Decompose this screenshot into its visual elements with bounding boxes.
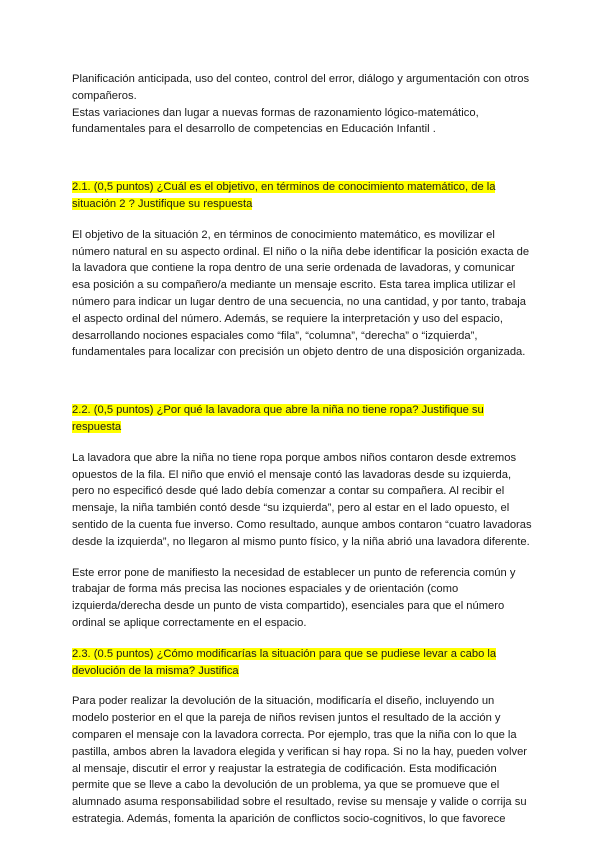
question-2-3-text: 2.3. (0.5 puntos) ¿Cómo modificarías la situación para que se pudiese levar a cabo la devolución de la misma? Justifica: [72, 647, 497, 677]
document-page: [72, 71, 532, 828]
question-2-1: [72, 179, 532, 213]
answer-2-3: Para poder realizar la devolución de la situación, modificaría el diseño, incluyendo un modelo posterior en el que la pareja de niños revisen juntos el resultado de la acción y comparen el mensaje con la lavadora correcta. Por ejemplo, tras que la niña con lo que la pastilla, ambos abren la lavadora elegida y verifican si hay ropa. Si no la hay, pueden volver al mensaje, discutir el error y reajustar la estrategia de codificación. Esta modificación permite que se lleve a cabo la devolución de un problema, ya que se promueve que el alumnado asuma responsabilidad sobre el resultado, revise su mensaje y valide o corrija su estrategia. Además, fomenta la aparición de conflictos socio-cognitivos, lo que favorece: [72, 695, 528, 825]
question-2-1-text: 2.1. (0,5 puntos) ¿Cuál es el objetivo, en términos de conocimiento matemático, de la situación 2 ? Justifique su respuesta: [72, 181, 496, 210]
question-2-2-text: 2.2. (0,5 puntos) ¿Por qué la lavadora que abre la niña no tiene ropa? Justifique su respuesta: [72, 404, 484, 433]
intro-paragraph-2: Estas variaciones dan lugar a nuevas formas de razonamiento lógico-matemático, fundamentales para el desarrollo de competencias en Educación Infantil .: [72, 106, 479, 136]
intro-paragraph-1: Planificación anticipada, uso del conteo, control del error, diálogo y argumentación con otros compañeros.: [72, 73, 530, 102]
question-2-3: [72, 646, 532, 680]
answer-2-1: El objetivo de la situación 2, en términos de conocimiento matemático, es movilizar el número natural en su aspecto ordinal. El niño o la niña debe identificar la posición exacta de la lavadora que contiene la ropa dentro de una serie ordenada de lavadoras, y comunicar esa posición a su compañero/a mediante un mensaje escrito. Esta tarea implica utilizar el número para indicar un lugar dentro de una secuencia, no una cantidad, y por tanto, trabaja el aspecto ordinal del número. Además, se requiere la interpretación y uso del espacio, desarrollando nociones espaciales como “fila”, “columna”, “derecha” o “izquierda”, fundamentales para localizar con precisión un objeto dentro de una disposición organizada.: [72, 228, 530, 359]
question-2-2: [72, 402, 532, 436]
answer-2-2-paragraph-1: La lavadora que abre la niña no tiene ropa porque ambos niños contaron desde extremos opuestos de la fila. El niño que envió el mensaje contó las lavadoras desde su izquierda, pero no especificó desde qué lado debía comenzar a contar su compañera. Al recibir el mensaje, la niña también contó desde “su izquierda”, pero al estar en el lado opuesto, el sentido de la cuenta fue inverso. Como resultado, aunque ambos contaron “cuatro lavadoras desde la izquierda”, no llegaron al mismo punto físico, y la niña abrió una lavadora diferente.: [72, 451, 532, 548]
answer-2-2-paragraph-2: Este error pone de manifiesto la necesidad de establecer un punto de referencia común y trabajar de forma más precisa las nociones espaciales y de orientación (como izquierda/derecha desde un punto de vista compartido), esenciales para que el número ordinal se aplique correctamente en el espacio.: [72, 566, 516, 629]
